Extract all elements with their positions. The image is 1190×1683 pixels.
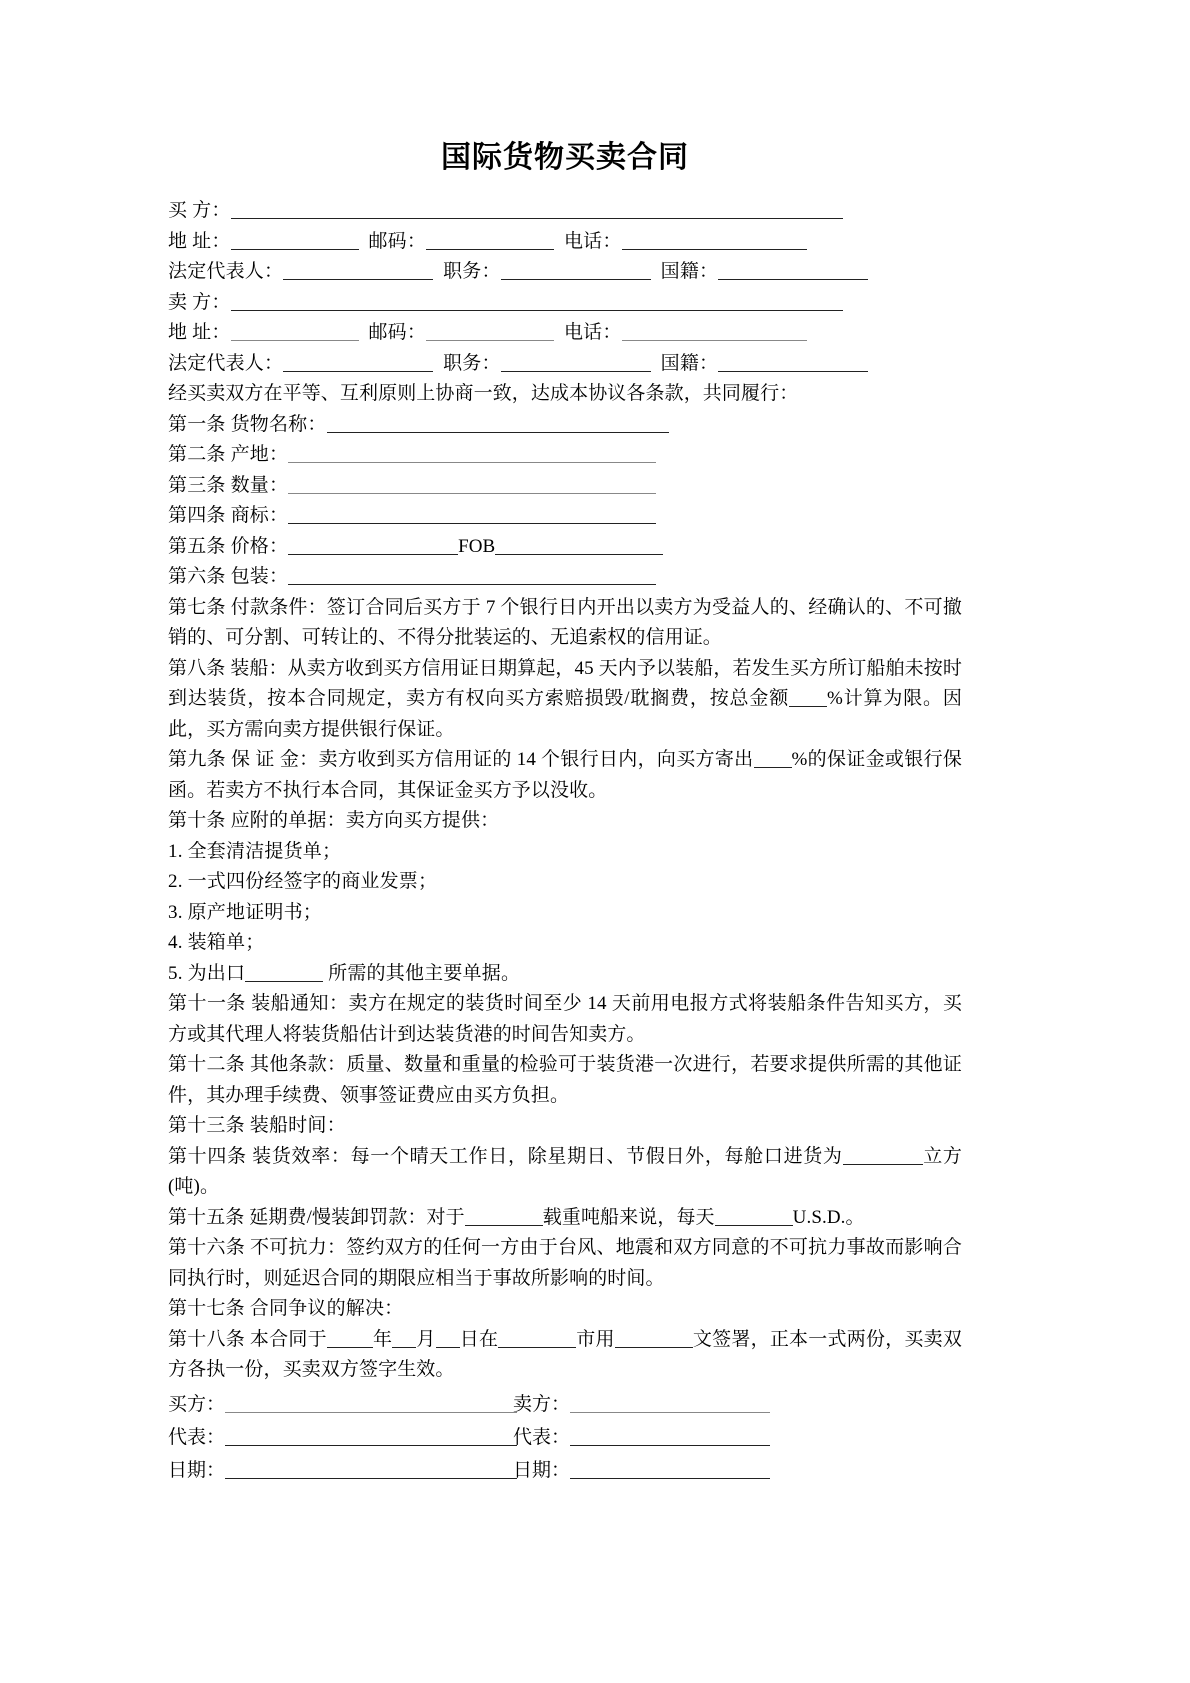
clause-1-blank[interactable] bbox=[327, 417, 669, 433]
signing-day-blank[interactable] bbox=[436, 1332, 460, 1348]
address-label: 地 址： bbox=[168, 230, 231, 252]
clause-1 bbox=[168, 410, 962, 441]
clause-6-label: 包装： bbox=[230, 566, 289, 587]
signature-seller-label: 卖方： bbox=[513, 1393, 571, 1415]
signing-year-blank[interactable] bbox=[327, 1332, 373, 1348]
legal-rep-label-seller: 法定代表人： bbox=[168, 352, 284, 374]
clause-14 bbox=[168, 1142, 962, 1203]
export-country-blank[interactable] bbox=[245, 966, 323, 982]
representative-buyer-blank[interactable] bbox=[225, 1430, 517, 1446]
clause-8-text-before: 从卖方收到买方信用证日期算起，45 天内予以装船，若发生买方所订船舶未按时到达装货，按本合同规定，卖方有权向买方索赔损毁/耽搁费，按总金额 bbox=[168, 657, 963, 709]
seller-legal-rep-blank[interactable] bbox=[283, 356, 433, 372]
clause-14-text-after: 立方(吨)。 bbox=[168, 1145, 962, 1197]
clause-5 bbox=[168, 532, 962, 563]
signature-row-representative bbox=[168, 1421, 962, 1454]
clause-12-label: 其他条款： bbox=[250, 1054, 347, 1075]
signature-buyer-label: 买方： bbox=[168, 1393, 226, 1415]
date-buyer-blank[interactable] bbox=[225, 1463, 517, 1479]
clause-8-percent-blank[interactable] bbox=[789, 691, 827, 707]
seller-row bbox=[168, 288, 962, 319]
clause-14-rate-blank[interactable] bbox=[843, 1149, 923, 1165]
clause-16-text: 签约双方的任何一方由于台风、地震和双方同意的不可抗力事故而影响合同执行时，则延迟合同的期限应相当于事故所影响的时间。 bbox=[168, 1237, 962, 1289]
date-buyer-cell bbox=[168, 1454, 513, 1487]
buyer-legal-rep-row bbox=[168, 257, 962, 288]
clause-13-label: 装船时间： bbox=[249, 1115, 346, 1136]
document-list-item-1: 1. 全套清洁提货单； bbox=[168, 840, 342, 862]
clause-16 bbox=[168, 1233, 962, 1294]
clause-15-amount-blank[interactable] bbox=[715, 1210, 793, 1226]
clause-17 bbox=[168, 1294, 962, 1325]
clause-2 bbox=[168, 440, 962, 471]
postcode-label-seller: 邮码： bbox=[368, 322, 427, 343]
date-buyer-label: 日期： bbox=[168, 1459, 226, 1481]
clause-5-blank-after[interactable] bbox=[495, 539, 663, 555]
buyer-address-row bbox=[168, 227, 962, 258]
seller-legal-rep-row bbox=[168, 349, 962, 380]
clause-9-text-after: %的保证金或银行保函。若卖方不执行本合同，其保证金买方予以没收。 bbox=[168, 749, 962, 801]
clause-10 bbox=[168, 806, 962, 837]
seller-phone-blank[interactable] bbox=[622, 325, 807, 341]
seller-position-blank[interactable] bbox=[501, 356, 651, 372]
clause-3-label: 数量： bbox=[230, 474, 289, 496]
clause-18-text-5: 市用 bbox=[576, 1328, 615, 1350]
clause-15-text-3: U.S.D.。 bbox=[792, 1206, 865, 1228]
signature-block bbox=[168, 1388, 962, 1487]
representative-seller-label: 代表： bbox=[513, 1426, 571, 1448]
clause-5-label: 价格： bbox=[230, 535, 289, 557]
signing-city-blank[interactable] bbox=[498, 1332, 576, 1348]
clause-4-number: 第四条 bbox=[168, 505, 226, 526]
signature-buyer-cell bbox=[168, 1388, 513, 1421]
date-seller-label: 日期： bbox=[513, 1459, 571, 1481]
clause-1-number: 第一条 bbox=[168, 413, 226, 435]
signature-row-party bbox=[168, 1388, 962, 1421]
document-list-item-5-after: 所需的其他主要单据。 bbox=[328, 962, 521, 984]
clause-14-label: 装货效率： bbox=[252, 1145, 351, 1167]
date-seller-blank[interactable] bbox=[570, 1463, 770, 1479]
clause-15 bbox=[168, 1203, 962, 1234]
clause-17-number: 第十七条 bbox=[168, 1298, 245, 1319]
buyer-postcode-blank[interactable] bbox=[426, 234, 554, 250]
clause-10-number: 第十条 bbox=[168, 810, 226, 831]
clause-18-text-4: 日在 bbox=[459, 1328, 499, 1350]
nationality-label-seller: 国籍： bbox=[660, 352, 719, 374]
clause-10-label: 应附的单据：卖方向买方提供： bbox=[230, 810, 500, 831]
clause-6-blank[interactable] bbox=[288, 569, 656, 585]
position-label: 职务： bbox=[443, 261, 501, 282]
clause-11 bbox=[168, 989, 962, 1050]
clause-2-number: 第二条 bbox=[168, 444, 226, 465]
clause-15-label: 延期费/慢装卸罚款： bbox=[249, 1206, 427, 1228]
clause-15-text-2: 载重吨船来说，每天 bbox=[542, 1206, 715, 1228]
representative-buyer-cell bbox=[168, 1421, 513, 1454]
phone-label-seller: 电话： bbox=[563, 322, 622, 343]
buyer-label: 买 方： bbox=[168, 200, 231, 221]
seller-name-blank[interactable] bbox=[231, 295, 843, 311]
clause-6 bbox=[168, 562, 962, 593]
buyer-name-blank[interactable] bbox=[231, 203, 843, 219]
clause-15-number: 第十五条 bbox=[168, 1206, 245, 1228]
clause-17-label: 合同争议的解决： bbox=[249, 1298, 404, 1319]
buyer-legal-rep-blank[interactable] bbox=[283, 264, 433, 280]
clause-7-number: 第七条 bbox=[168, 596, 226, 618]
clause-12-number: 第十二条 bbox=[168, 1054, 245, 1075]
clause-12 bbox=[168, 1050, 962, 1111]
clause-3 bbox=[168, 471, 962, 502]
legal-rep-label: 法定代表人： bbox=[168, 261, 284, 282]
seller-address-blank[interactable] bbox=[231, 325, 359, 341]
clause-3-blank[interactable] bbox=[288, 478, 656, 494]
representative-buyer-label: 代表： bbox=[168, 1426, 226, 1448]
representative-seller-cell bbox=[513, 1421, 770, 1454]
date-seller-cell bbox=[513, 1454, 770, 1487]
document-body bbox=[168, 140, 962, 1487]
position-label-seller: 职务： bbox=[443, 352, 501, 374]
clause-8-text-after: %计算为限。因此，买方需向卖方提供银行保证。 bbox=[168, 688, 962, 740]
clause-2-blank[interactable] bbox=[288, 447, 656, 463]
fob-term: FOB bbox=[458, 535, 496, 557]
clause-15-text-1: 对于 bbox=[426, 1206, 465, 1228]
clause-11-number: 第十一条 bbox=[168, 993, 246, 1014]
clause-18 bbox=[168, 1325, 962, 1386]
seller-label: 卖 方： bbox=[168, 291, 231, 313]
buyer-address-blank[interactable] bbox=[231, 234, 359, 250]
signing-language-blank[interactable] bbox=[615, 1332, 693, 1348]
clause-14-text-before: 每一个晴天工作日，除星期日、节假日外，每舱口进货为 bbox=[350, 1145, 843, 1167]
clause-4-label: 商标： bbox=[230, 505, 289, 526]
clause-5-number: 第五条 bbox=[168, 535, 226, 557]
document-list-item-5-before: 5. 为出口 bbox=[168, 962, 246, 984]
clause-4 bbox=[168, 501, 962, 532]
postcode-label: 邮码： bbox=[368, 230, 427, 252]
clause-9 bbox=[168, 745, 962, 806]
document-list-item-3: 3. 原产地证明书； bbox=[168, 901, 323, 923]
clause-9-text-before: 卖方收到买方信用证的 14 个银行日内，向买方寄出 bbox=[318, 749, 754, 770]
clause-18-text-2: 年 bbox=[372, 1328, 393, 1350]
clause-18-text-1: 本合同于 bbox=[249, 1328, 327, 1350]
seller-postcode-blank[interactable] bbox=[426, 325, 554, 341]
clause-7-label: 付款条件： bbox=[230, 596, 327, 618]
clause-13-number: 第十三条 bbox=[168, 1115, 245, 1136]
preamble: 经买卖双方在平等、互利原则上协商一致，达成本协议各条款，共同履行： bbox=[168, 383, 799, 404]
clause-7-text: 签订合同后买方于 7 个银行日内开出以卖方为受益人的、经确认的、不可撤销的、可分割、可转让的、不得分批装运的、无追索权的信用证。 bbox=[168, 596, 962, 648]
clause-1-label: 货物名称： bbox=[230, 413, 327, 435]
signing-month-blank[interactable] bbox=[392, 1332, 416, 1348]
clause-18-text-3: 月 bbox=[416, 1328, 436, 1350]
clause-6-number: 第六条 bbox=[168, 566, 226, 587]
clause-4-blank[interactable] bbox=[288, 508, 656, 524]
signature-seller-cell bbox=[513, 1388, 770, 1421]
clause-8-label: 装船： bbox=[230, 657, 288, 679]
clause-18-text-6: 文签署，正本一式两份，买卖双方各执一份，买卖双方签字生效。 bbox=[168, 1328, 962, 1380]
buyer-nationality-blank[interactable] bbox=[718, 264, 868, 280]
representative-seller-blank[interactable] bbox=[570, 1430, 770, 1446]
clause-8-number: 第八条 bbox=[168, 657, 226, 679]
signature-buyer-blank[interactable] bbox=[225, 1397, 517, 1413]
document-list-item-4: 4. 装箱单； bbox=[168, 932, 265, 953]
clause-11-label: 装船通知： bbox=[251, 993, 349, 1014]
clause-3-number: 第三条 bbox=[168, 474, 226, 496]
clause-9-number: 第九条 bbox=[168, 749, 226, 770]
clause-11-text: 卖方在规定的装货时间至少 14 天前用电报方式将装船条件告知买方，买方或其代理人将装货船估计到达装货港的时间告知卖方。 bbox=[168, 993, 962, 1045]
clause-8 bbox=[168, 654, 962, 746]
clause-14-number: 第十四条 bbox=[168, 1145, 247, 1167]
buyer-row bbox=[168, 196, 962, 227]
clause-5-blank-before[interactable] bbox=[288, 539, 458, 555]
signature-row-date bbox=[168, 1454, 962, 1487]
buyer-position-blank[interactable] bbox=[501, 264, 651, 280]
clause-18-number: 第十八条 bbox=[168, 1328, 245, 1350]
seller-nationality-blank[interactable] bbox=[718, 356, 868, 372]
buyer-phone-blank[interactable] bbox=[622, 234, 807, 250]
clause-16-number: 第十六条 bbox=[168, 1237, 245, 1258]
address-label-seller: 地 址： bbox=[168, 322, 231, 343]
clause-2-label: 产地： bbox=[230, 444, 289, 465]
clause-16-label: 不可抗力： bbox=[250, 1237, 347, 1258]
phone-label: 电话： bbox=[563, 230, 622, 252]
document-list-item-5 bbox=[168, 959, 962, 990]
clause-9-percent-blank[interactable] bbox=[754, 752, 792, 768]
clause-15-tonnage-blank[interactable] bbox=[465, 1210, 543, 1226]
clause-9-label: 保 证 金： bbox=[231, 749, 319, 770]
clause-12-text: 质量、数量和重量的检验可于装货港一次进行，若要求提供所需的其他证件，其办理手续费、领事签证费应由买方负担。 bbox=[168, 1054, 962, 1106]
nationality-label: 国籍： bbox=[660, 261, 719, 282]
clause-7 bbox=[168, 593, 962, 654]
signature-seller-blank[interactable] bbox=[570, 1397, 770, 1413]
seller-address-row bbox=[168, 318, 962, 349]
clause-13 bbox=[168, 1111, 962, 1142]
document-list-item-2: 2. 一式四份经签字的商业发票； bbox=[168, 871, 438, 892]
page-title: 国际货物买卖合同 bbox=[441, 141, 689, 174]
